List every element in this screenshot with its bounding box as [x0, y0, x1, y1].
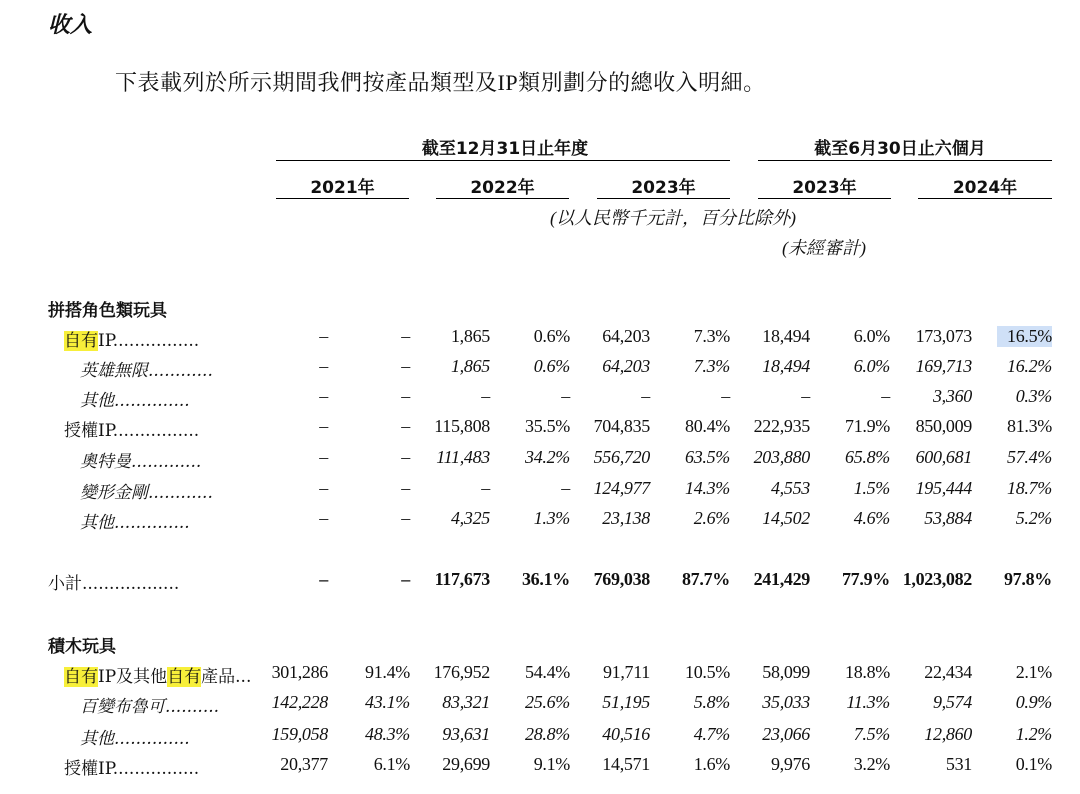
- table-cell: –: [801, 386, 810, 406]
- table-cell: –: [319, 569, 328, 589]
- table-row: [0, 447, 1080, 475]
- table-cell: 34.2%: [525, 447, 570, 467]
- table-row: [0, 386, 1080, 414]
- table-cell: 28.8%: [525, 724, 570, 744]
- table-cell: –: [319, 326, 328, 346]
- row-label-dots: ..............: [114, 513, 190, 533]
- table-cell: 111,483: [436, 447, 490, 467]
- intro-paragraph: 下表載列於所示期間我們按產品類型及IP類別劃分的總收入明細。: [115, 70, 766, 95]
- header-group-year: 截至12月31日止年度: [421, 139, 589, 159]
- table-cell: 35.5%: [525, 416, 570, 436]
- table-cell: 7.3%: [693, 356, 730, 376]
- table-cell: 23,066: [762, 724, 810, 744]
- table-row: [0, 662, 1080, 690]
- table-cell: 850,009: [915, 416, 972, 436]
- table-cell: 9.1%: [533, 754, 570, 774]
- table-cell: 6.1%: [373, 754, 410, 774]
- row-label-dots: ................: [112, 331, 200, 351]
- table-cell: –: [319, 416, 328, 436]
- table-cell: 9,574: [932, 692, 972, 712]
- table-cell: 9,976: [770, 754, 810, 774]
- table-cell: 0.1%: [1015, 754, 1052, 774]
- table-cell: –: [401, 416, 410, 436]
- table-cell: 65.8%: [845, 447, 890, 467]
- table-cell: 1,865: [450, 356, 490, 376]
- table-cell: 1,865: [450, 326, 490, 346]
- table-row: [0, 326, 1080, 354]
- table-cell: 115,808: [434, 416, 490, 436]
- row-label-text: 自有IP: [64, 331, 113, 351]
- table-cell: 14.3%: [685, 478, 730, 498]
- table-cell: 7.5%: [853, 724, 890, 744]
- table-cell: 91,711: [602, 662, 650, 682]
- table-cell: 769,038: [593, 569, 650, 589]
- row-label-dots: ............: [148, 483, 213, 503]
- table-cell: 169,713: [915, 356, 972, 376]
- table-cell: –: [401, 386, 410, 406]
- table-cell: 10.5%: [685, 662, 730, 682]
- table-cell: 23,138: [602, 508, 650, 528]
- rule-group-half: [758, 160, 1052, 161]
- table-row: [0, 416, 1080, 444]
- table-cell: 43.1%: [365, 692, 410, 712]
- table-cell: 14,571: [602, 754, 650, 774]
- table-row: [0, 508, 1080, 536]
- table-cell: 18,494: [762, 356, 810, 376]
- header-year-2023: 2023年: [631, 178, 696, 198]
- table-cell: 176,952: [433, 662, 490, 682]
- rule-2023: [597, 198, 730, 199]
- table-cell: 35,033: [762, 692, 810, 712]
- table-cell: 1,023,082: [902, 569, 972, 589]
- table-cell: 81.3%: [1007, 416, 1052, 436]
- table-cell: 4,325: [450, 508, 490, 528]
- table-cell: 5.8%: [693, 692, 730, 712]
- table-cell: 1.3%: [533, 508, 570, 528]
- table-cell: 4,553: [770, 478, 810, 498]
- table-cell: 3.2%: [853, 754, 890, 774]
- header-group-half: 截至6月30日止六個月: [814, 139, 986, 159]
- table-cell: 222,935: [753, 416, 810, 436]
- table-cell: –: [561, 386, 570, 406]
- header-year-2021: 2021年: [310, 178, 375, 198]
- table-cell: 87.7%: [681, 569, 730, 589]
- table-cell: 11.3%: [846, 692, 890, 712]
- row-label-text: 其他: [80, 513, 114, 533]
- rule-h2024: [918, 198, 1052, 199]
- table-cell: 0.9%: [1015, 692, 1052, 712]
- table-row: [0, 356, 1080, 384]
- table-cell: 91.4%: [365, 662, 410, 682]
- table-cell: 80.4%: [685, 416, 730, 436]
- row-label-dots: ................: [112, 421, 200, 441]
- table-cell: 48.3%: [365, 724, 410, 744]
- rule-2022: [436, 198, 569, 199]
- table-cell: 600,681: [915, 447, 972, 467]
- table-cell: –: [881, 386, 890, 406]
- row-label-text: 百變布魯可: [80, 697, 165, 717]
- table-cell: 2.1%: [1015, 662, 1052, 682]
- row-label-dots: ...: [235, 667, 252, 687]
- row-label-text: 其他: [80, 729, 114, 749]
- table-cell: 53,884: [924, 508, 972, 528]
- table-cell: 14,502: [762, 508, 810, 528]
- table-cell: 16.2%: [1007, 356, 1052, 376]
- rule-group-year: [276, 160, 730, 161]
- row-label-text: 其他: [80, 391, 114, 411]
- table-cell: 63.5%: [685, 447, 730, 467]
- table-cell: 71.9%: [845, 416, 890, 436]
- table-cell: 20,377: [280, 754, 328, 774]
- table-cell: 18.7%: [1007, 478, 1052, 498]
- table-cell: 6.0%: [853, 326, 890, 346]
- table-cell: 173,073: [915, 326, 972, 346]
- table-cell: –: [401, 356, 410, 376]
- table-cell: 0.3%: [1015, 386, 1052, 406]
- table-cell: 203,880: [753, 447, 810, 467]
- section-title-figures: 拼搭角色類玩具: [48, 301, 167, 321]
- section-title: 收入: [48, 13, 93, 38]
- table-cell: 1.2%: [1015, 724, 1052, 744]
- table-cell: 51,195: [602, 692, 650, 712]
- header-half-2024: 2024年: [952, 178, 1018, 198]
- table-cell: 22,434: [924, 662, 972, 682]
- table-cell: 77.9%: [841, 569, 890, 589]
- table-cell: 556,720: [593, 447, 650, 467]
- table-cell: 25.6%: [525, 692, 570, 712]
- table-cell: –: [319, 478, 328, 498]
- row-label-dots: ..................: [82, 574, 180, 594]
- row-label-dots: .............: [131, 452, 202, 472]
- table-cell: 531: [945, 754, 972, 774]
- table-cell: –: [641, 386, 650, 406]
- table-cell: 5.2%: [1015, 508, 1052, 528]
- table-cell: 7.3%: [693, 326, 730, 346]
- table-row: [0, 569, 1080, 597]
- table-cell: 241,429: [753, 569, 810, 589]
- unaudited-note: (未經審計): [782, 238, 866, 258]
- table-cell: 29,699: [442, 754, 490, 774]
- table-cell: 58,099: [762, 662, 810, 682]
- row-label-dots: ............: [148, 361, 213, 381]
- table-cell: 54.4%: [525, 662, 570, 682]
- table-cell: 2.6%: [693, 508, 730, 528]
- table-cell: 18.8%: [845, 662, 890, 682]
- row-label-dots: ................: [112, 759, 200, 779]
- table-cell: 97.8%: [1003, 569, 1052, 589]
- table-cell: –: [401, 447, 410, 467]
- table-row: [0, 754, 1080, 782]
- table-cell: –: [319, 447, 328, 467]
- row-label-dots: ..............: [114, 391, 190, 411]
- table-cell: –: [721, 386, 730, 406]
- rule-2021: [276, 198, 409, 199]
- highlight-mark: 自有: [167, 667, 202, 687]
- unit-note: (以人民幣千元計，百分比除外): [550, 208, 796, 228]
- row-label-text: 小計: [48, 574, 82, 594]
- header-year-2022: 2022年: [470, 178, 535, 198]
- table-cell: 57.4%: [1007, 447, 1052, 467]
- highlight-mark: 自有: [64, 667, 98, 687]
- table-cell: –: [401, 569, 410, 589]
- row-label-dots: ..........: [165, 697, 220, 717]
- table-cell: 195,444: [915, 478, 972, 498]
- header-half-2023: 2023年: [792, 178, 857, 198]
- table-cell: 117,673: [434, 569, 490, 589]
- table-cell: 6.0%: [853, 356, 890, 376]
- table-cell: 64,203: [602, 356, 650, 376]
- table-cell: –: [401, 326, 410, 346]
- table-row: [0, 692, 1080, 720]
- table-cell: –: [319, 386, 328, 406]
- rule-h2023: [758, 198, 891, 199]
- section-title-blocks: 積木玩具: [48, 637, 116, 657]
- table-cell: –: [401, 478, 410, 498]
- row-label-text: 自有IP及其他自有產品: [64, 667, 236, 687]
- table-cell: 704,835: [593, 416, 650, 436]
- table-cell: –: [401, 508, 410, 528]
- table-cell: 93,631: [442, 724, 490, 744]
- table-cell: 18,494: [762, 326, 810, 346]
- table-cell: 124,977: [593, 478, 650, 498]
- table-cell: 0.6%: [533, 356, 570, 376]
- table-row: [0, 724, 1080, 752]
- table-cell: 301,286: [271, 662, 328, 682]
- table-cell: –: [481, 386, 490, 406]
- table-cell: 16.5%: [997, 326, 1052, 347]
- table-cell: 159,058: [271, 724, 328, 744]
- table-cell: 142,228: [271, 692, 328, 712]
- row-label-dots: ..............: [114, 729, 190, 749]
- table-cell: 36.1%: [521, 569, 570, 589]
- row-label-text: 奧特曼: [80, 452, 131, 472]
- table-cell: 4.7%: [693, 724, 730, 744]
- table-cell: –: [481, 478, 490, 498]
- table-cell: 1.6%: [693, 754, 730, 774]
- table-cell: 12,860: [924, 724, 972, 744]
- table-cell: 3,360: [932, 386, 972, 406]
- table-row: [0, 478, 1080, 506]
- table-cell: –: [561, 478, 570, 498]
- table-cell: –: [319, 508, 328, 528]
- table-cell: 64,203: [602, 326, 650, 346]
- row-label-text: 變形金剛: [80, 483, 148, 503]
- table-cell: 1.5%: [853, 478, 890, 498]
- table-cell: 4.6%: [853, 508, 890, 528]
- row-label-text: 授權IP: [64, 759, 113, 779]
- row-label-text: 授權IP: [64, 421, 113, 441]
- table-cell: 83,321: [442, 692, 490, 712]
- highlight-mark: 自有: [64, 331, 98, 351]
- row-label-text: 英雄無限: [80, 361, 148, 381]
- table-cell: 40,516: [602, 724, 650, 744]
- table-cell: 0.6%: [533, 326, 570, 346]
- table-cell: –: [319, 356, 328, 376]
